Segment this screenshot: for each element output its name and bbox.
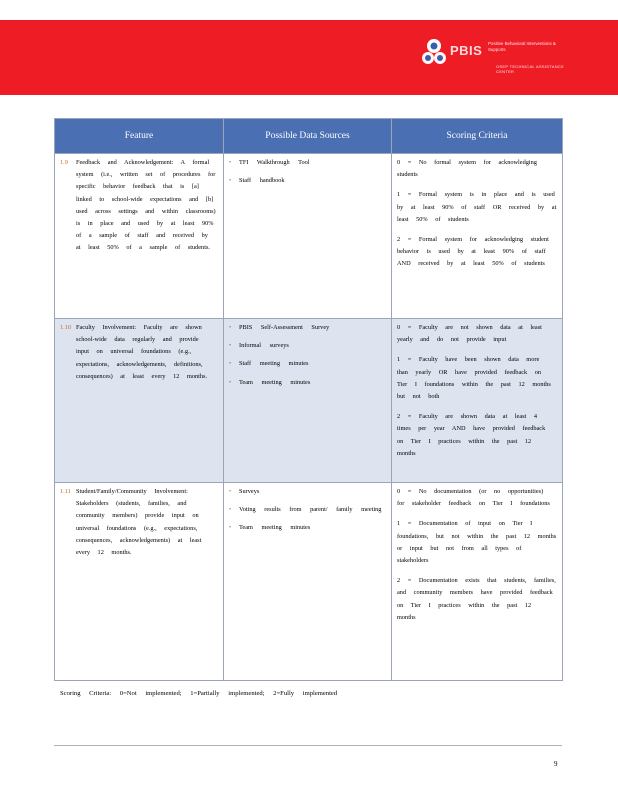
criteria-cell <box>392 319 563 483</box>
header-scoring-criteria: Scoring Criteria <box>392 119 563 154</box>
logo-subtitle: Positive Behavioral Interventions & Supports <box>488 41 556 52</box>
page-number: 9 <box>554 760 558 768</box>
criteria-item: 0 = No documentation (or no opportunities) for stakeholder feedback on Tier I foundations <box>397 488 550 508</box>
feature-number: 1.9 <box>60 159 68 166</box>
table-row <box>55 483 563 681</box>
criteria-item: 2 = Documentation exists that students, families, and community members have provided feedback on Tier I practices within the past 12 months <box>397 577 556 621</box>
criteria-item: 1 = Faculty have been shown data more than yearly OR have provided feedback on Tier I foundations within the past 12 months but not both <box>397 356 551 401</box>
source-item: • Voting results from parent/ family meeting <box>229 504 386 516</box>
source-item: • TFI Walkthrough Tool <box>229 157 386 169</box>
source-item: • Team meeting minutes <box>229 522 386 534</box>
sources-cell <box>224 483 392 681</box>
pbis-people-icon <box>420 36 454 70</box>
feature-cell <box>55 154 224 319</box>
criteria-table <box>54 118 563 681</box>
criteria-item: 1 = Formal system is in place and is used by at least 90% of staff OR received by at least 50% of students <box>397 191 557 223</box>
source-item: • Team meeting minutes <box>229 377 386 389</box>
criteria-item: 2 = Formal system for acknowledging student behavior is used by at least 90% of staff AND received by at least 50% of students <box>397 236 549 268</box>
source-item: • Informal surveys <box>229 340 386 352</box>
table-row <box>55 154 563 319</box>
feature-text: Faculty Involvement: Faculty are shown school-wide data regularly and provide input on universal foundations (e.g., expectations, acknowledgements, definitions, consequences) at least every 12 months. <box>76 324 208 380</box>
scoring-criteria-note: Scoring Criteria: 0=Not implemented; 1=Partially implemented; 2=Fully implemented <box>60 690 338 697</box>
source-item: • Staff meeting minutes <box>229 358 386 370</box>
logo-word: PBIS <box>450 43 483 58</box>
feature-number: 1.11 <box>60 488 71 495</box>
criteria-cell <box>392 483 563 681</box>
source-item: • PBIS Self-Assessment Survey <box>229 322 386 334</box>
feature-text: Feedback and Acknowledgement: A formal system (i.e., written set of procedures for specific behavior feedback that is [a] linked to school-wide expectations and [b] used across settings and within classrooms) is in place and used by at least 90% of a sample of staff and received by at least 50% of a sample of students. <box>76 159 216 252</box>
criteria-cell <box>392 154 563 319</box>
table-row <box>55 319 563 483</box>
pbis-logo <box>420 36 570 74</box>
criteria-item: 1 = Documentation of input on Tier I foundations, but not within the past 12 months or input but not from all types of stakeholders <box>397 520 557 565</box>
header-data-sources: Possible Data Sources <box>224 119 392 154</box>
sources-cell <box>224 319 392 483</box>
criteria-item: 2 = Faculty are shown data at least 4 times per year AND have provided feedback on Tier I practices within the past 12 months <box>397 413 546 457</box>
table-header-row <box>55 119 563 154</box>
feature-cell <box>55 319 224 483</box>
source-item: • Staff handbook <box>229 175 386 187</box>
header-feature: Feature <box>55 119 224 154</box>
logo-url: OSEP TECHNICAL ASSISTANCE CENTER <box>496 64 565 74</box>
sources-cell <box>224 154 392 319</box>
source-item: • Surveys <box>229 486 386 498</box>
footer-divider <box>54 745 562 746</box>
criteria-item: 0 = Faculty are not shown data at least yearly and do not provide input <box>397 324 542 344</box>
feature-cell <box>55 483 224 681</box>
feature-text: Student/Family/Community Involvement: Stakeholders (students, families, and community members) provide input on universal foundations (e.g., expectations, consequences, acknowledgements) at least every 12 months. <box>76 488 202 557</box>
feature-number: 1.10 <box>60 324 72 331</box>
criteria-item: 0 = No formal system for acknowledging students <box>397 159 537 179</box>
